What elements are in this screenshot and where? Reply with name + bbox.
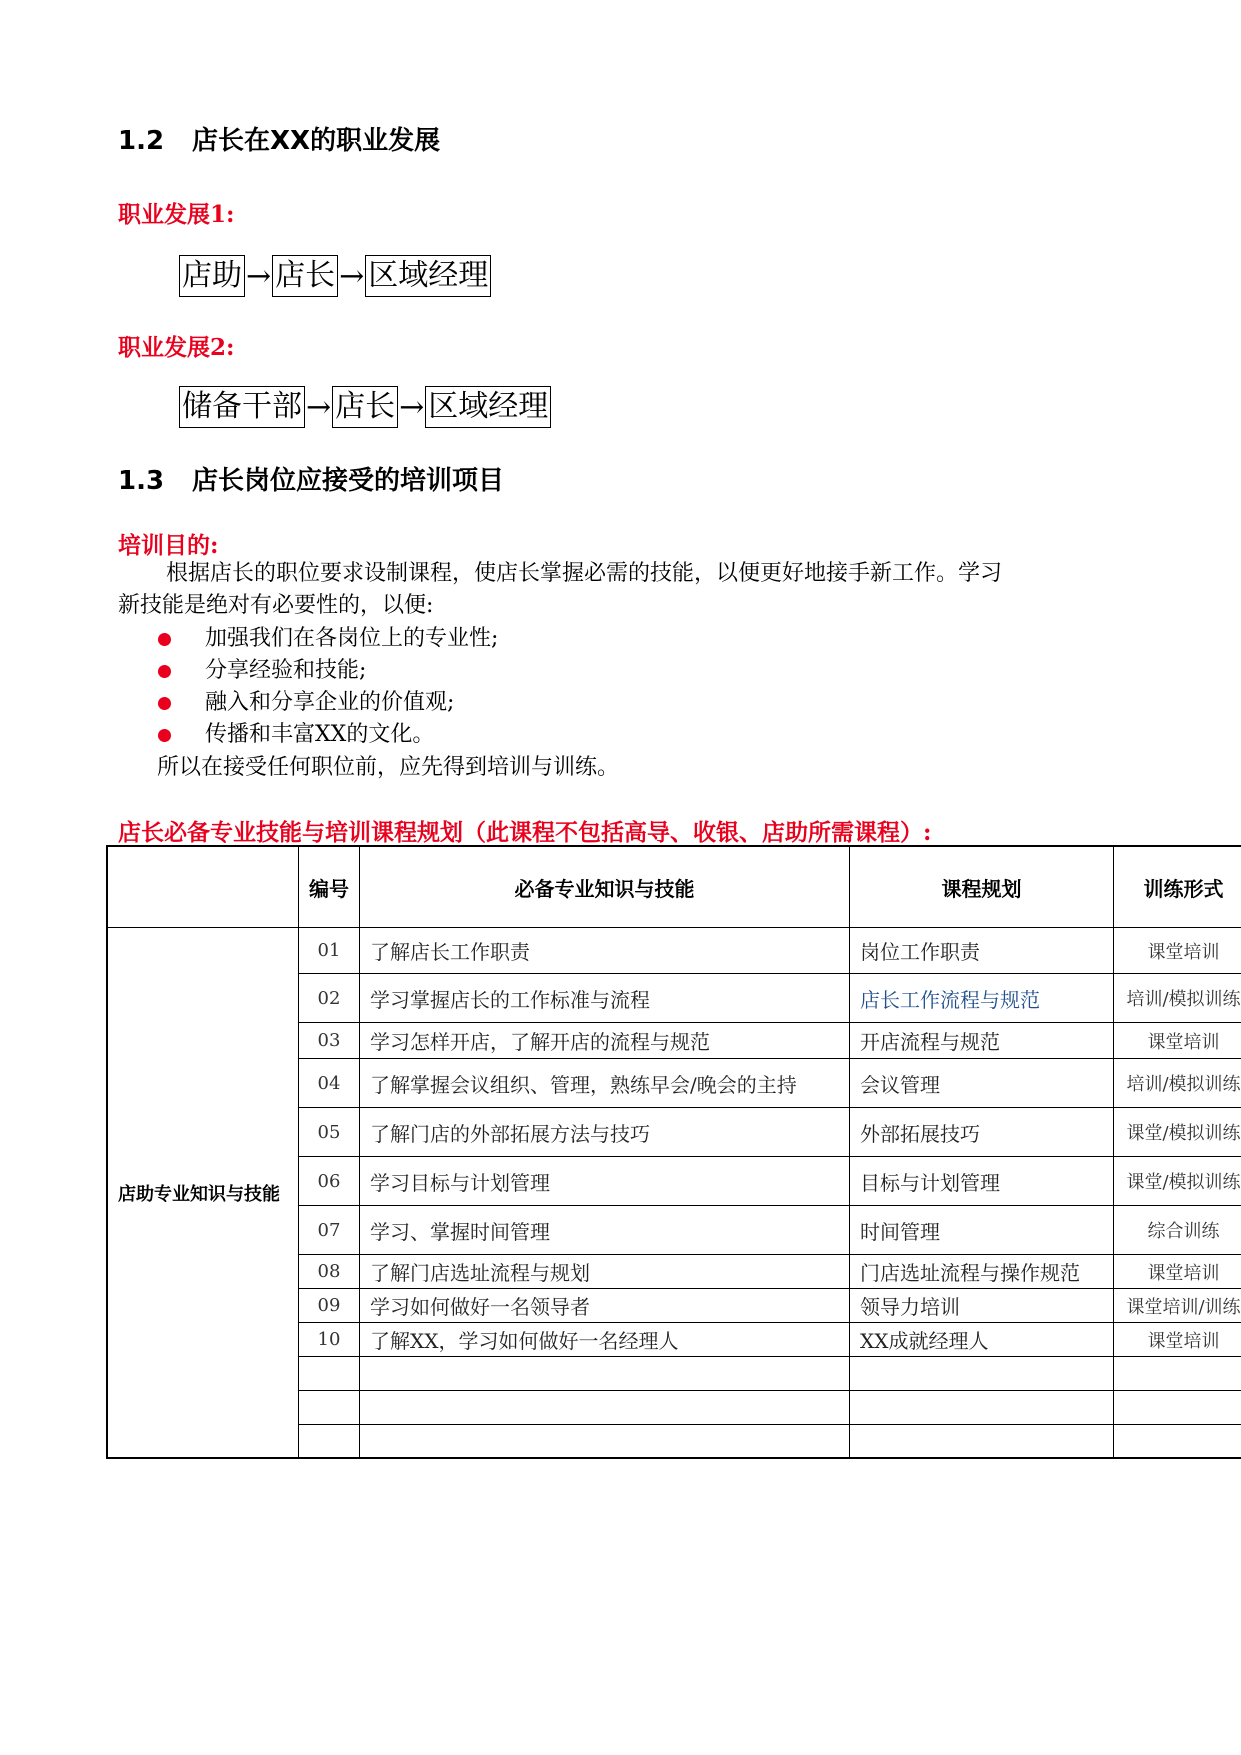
- cell-number: 08: [317, 1261, 341, 1282]
- cell-skill: [360, 1391, 849, 1424]
- section-title: 店长在XX的职业发展: [192, 126, 441, 156]
- header-number: 编号: [309, 876, 349, 901]
- cell-course: 领导力培训: [860, 1295, 960, 1319]
- header-skill: 必备专业知识与技能: [514, 876, 695, 901]
- cell-form: 课堂培训: [1147, 1031, 1220, 1053]
- arrow: →: [339, 258, 365, 294]
- career-path-1: [179, 255, 491, 297]
- list-item: [118, 687, 498, 719]
- cell-number: 01: [317, 940, 341, 961]
- training-table-viewport: [106, 845, 1241, 1461]
- cell-number: [299, 1391, 359, 1424]
- arrow: →: [246, 258, 272, 294]
- list-item: [118, 655, 498, 687]
- arrow: →: [399, 389, 425, 425]
- header-course: 课程规划: [941, 876, 1022, 901]
- header-category: [108, 847, 298, 927]
- cell-course: 开店流程与规范: [860, 1030, 1000, 1054]
- career-path-1-label: 职业发展1:: [118, 201, 235, 228]
- cell-number: 04: [317, 1072, 341, 1094]
- purpose-closing: 所以在接受任何职位前，应先得到培训与训练。: [157, 755, 620, 780]
- purpose-paragraph-line2: 新技能是绝对有必要性的，以便:: [118, 593, 434, 618]
- cell-form: [1114, 1357, 1241, 1390]
- group-label: 店助专业知识与技能: [118, 1183, 280, 1205]
- purpose-paragraph-line1: 根据店长的职位要求设制课程，使店长掌握必需的技能，以便更好地接手新工作。学习: [166, 561, 1003, 586]
- list-item: [118, 623, 498, 655]
- bullet-text: 融入和分享企业的价值观;: [205, 690, 455, 715]
- cell-skill: 了解XX，学习如何做好一名经理人: [370, 1329, 679, 1353]
- cell-number: 06: [317, 1170, 341, 1192]
- cell-form: 课堂培训/训练: [1126, 1296, 1241, 1318]
- bullet-text: 分享经验和技能;: [205, 658, 367, 683]
- cell-skill: 了解门店选址流程与规划: [370, 1261, 590, 1285]
- cell-course: 会议管理: [860, 1072, 940, 1097]
- header-form: 训练形式: [1143, 876, 1224, 901]
- cell-number: 02: [317, 987, 341, 1009]
- cell-form: 课堂培训: [1147, 1330, 1220, 1352]
- cell-number: 10: [317, 1329, 341, 1350]
- section-number: 1.2: [118, 126, 165, 156]
- cell-number: 03: [317, 1030, 341, 1051]
- cell-skill: 学习目标与计划管理: [370, 1170, 550, 1195]
- cell-form: 课堂培训: [1147, 1262, 1220, 1284]
- career-path-2-label: 职业发展2:: [118, 334, 235, 361]
- bullet-text: 加强我们在各岗位上的专业性;: [205, 626, 499, 651]
- section-number: 1.3: [118, 466, 165, 496]
- section-heading-1-3: [118, 460, 504, 497]
- purpose-bullet-list: [118, 623, 498, 751]
- cell-number: 05: [317, 1121, 341, 1143]
- cell-course: [850, 1425, 1113, 1457]
- cell-form: 培训/模拟训练: [1126, 1074, 1241, 1095]
- cell-skill: 了解掌握会议组织、管理，熟练早会/晚会的主持: [370, 1072, 797, 1097]
- cell-skill: 了解店长工作职责: [370, 940, 530, 964]
- cell-skill: 学习、掌握时间管理: [370, 1219, 550, 1244]
- cell-form: 课堂/模拟训练: [1126, 1172, 1241, 1193]
- cell-course: 店长工作流程与规范: [860, 987, 1040, 1012]
- section-title: 店长岗位应接受的培训项目: [192, 466, 505, 496]
- cell-form: 课堂/模拟训练: [1126, 1123, 1241, 1144]
- cell-skill: 学习怎样开店，了解开店的流程与规范: [370, 1030, 710, 1054]
- cell-form: 课堂培训: [1147, 941, 1220, 963]
- cell-course: 时间管理: [860, 1219, 940, 1244]
- career-step: 店助: [179, 255, 245, 297]
- cell-course: 岗位工作职责: [860, 940, 980, 964]
- cell-course: XX成就经理人: [860, 1329, 989, 1353]
- bullet-text: 传播和丰富XX的文化。: [205, 722, 435, 747]
- cell-form: [1114, 1425, 1241, 1457]
- cell-number: [299, 1425, 359, 1457]
- table-title: 店长必备专业技能与培训课程规划（此课程不包括高导、收银、店助所需课程）:: [118, 819, 932, 846]
- cell-skill: [360, 1357, 849, 1390]
- cell-form: 综合训练: [1147, 1221, 1220, 1242]
- cell-number: [299, 1357, 359, 1390]
- career-path-2: [179, 386, 551, 428]
- career-step: 区域经理: [425, 386, 551, 428]
- cell-form: 培训/模拟训练: [1126, 989, 1241, 1010]
- bullet-dot-icon: [158, 633, 171, 646]
- bullet-dot-icon: [158, 729, 171, 742]
- career-step: 店长: [272, 255, 338, 297]
- cell-course: 目标与计划管理: [860, 1170, 1000, 1195]
- career-step: 储备干部: [179, 386, 305, 428]
- cell-form: [1114, 1391, 1241, 1424]
- cell-skill: 了解门店的外部拓展方法与技巧: [370, 1121, 650, 1146]
- career-step: 区域经理: [365, 255, 491, 297]
- cell-course: [850, 1357, 1113, 1390]
- cell-course: 外部拓展技巧: [860, 1121, 980, 1146]
- cell-number: 07: [317, 1219, 341, 1241]
- bullet-dot-icon: [158, 665, 171, 678]
- bullet-dot-icon: [158, 697, 171, 710]
- cell-skill: [360, 1425, 849, 1457]
- cell-course: 门店选址流程与操作规范: [860, 1261, 1080, 1285]
- cell-course: [850, 1391, 1113, 1424]
- section-heading-1-2: [118, 120, 440, 157]
- career-step: 店长: [332, 386, 398, 428]
- training-purpose-label: 培训目的:: [118, 532, 219, 559]
- list-item: [118, 719, 498, 751]
- training-table: [106, 845, 1241, 1459]
- arrow: →: [306, 389, 332, 425]
- cell-skill: 学习掌握店长的工作标准与流程: [370, 987, 650, 1012]
- cell-number: 09: [317, 1295, 341, 1316]
- cell-skill: 学习如何做好一名领导者: [370, 1295, 590, 1319]
